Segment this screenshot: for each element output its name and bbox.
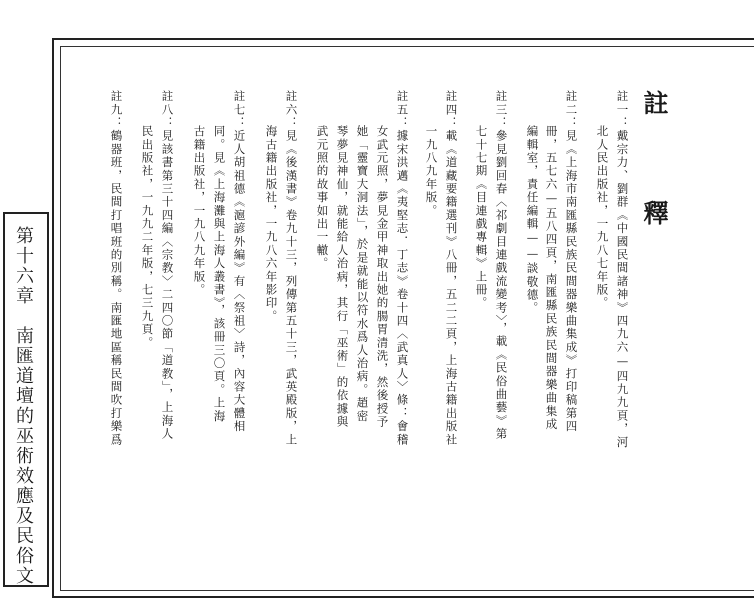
note-column: 註三：參見劉回春〈祁劇目連戲流變考〉，載《民俗曲藝》第 <box>494 90 509 441</box>
note-column: 註六：見《後漢書》卷九十三，列傳第五十三，武英殿版，上 <box>284 90 299 447</box>
note-column: 註二：見《上海市南匯縣民族民間器樂曲集成》打印稿第四 <box>564 90 579 434</box>
notes-heading: 註 釋 <box>640 90 669 255</box>
note-column: 註八：見該書第三十四編〈宗教〉二四〇節「道教」，上海人 <box>160 90 175 441</box>
note-column: 民出版社，一九九二年版，七三九頁。 <box>140 125 155 350</box>
note-column: 一九八九年版。 <box>424 125 439 218</box>
note-column: 註一：戴宗力、劉群《中國民間諸神》四九六—四九九頁，河 <box>615 90 630 449</box>
note-column: 註四：載《道藏要籍選刊》八冊，五二二頁，上海古籍出版社 <box>444 90 459 447</box>
note-column: 琴夢見神仙，就能給人治病，其行「巫術」的依據與 <box>335 125 350 429</box>
note-column: 古籍出版社，一九八九年版。 <box>192 125 207 297</box>
note-column: 海古籍出版社，一九八六年影印。 <box>264 125 279 323</box>
note-column: 武元照的故事如出一轍。 <box>315 125 330 271</box>
note-column: 女武元照，夢見金甲神取出她的腸胃清洗，然後授予 <box>375 125 390 429</box>
note-column: 七十七期《目連戲專輯》上冊。 <box>474 125 489 310</box>
note-column: 她「靈寶大洞法」，於是就能以符水爲人治病。趙密 <box>355 125 370 423</box>
note-column: 註九：鶴器班，民間打唱班的別稱。南匯地區稱民間吹打樂爲 <box>109 90 124 447</box>
note-column: 同。見《上海灘與上海人叢書》，該冊三〇頁。上海 <box>212 125 227 423</box>
note-column: 註五：據宋洪邁《夷堅志．丁志》卷十四〈武真人〉條：會稽 <box>395 90 410 447</box>
note-column: 註七：近人胡祖德《滬諺外編》有〈祭祖〉詩，內容大體相 <box>232 90 247 434</box>
note-column: 北人民出版社，一九八七年版。 <box>595 125 610 310</box>
chapter-tab-title: 第十六章 南匯道壇的巫術效應及民俗文 <box>13 226 34 586</box>
note-column: 冊，五七六—五八四頁，南匯縣民族民間器樂曲集成 <box>544 125 559 432</box>
note-column: 編輯室，責任編輯——談敬德。 <box>525 125 540 315</box>
